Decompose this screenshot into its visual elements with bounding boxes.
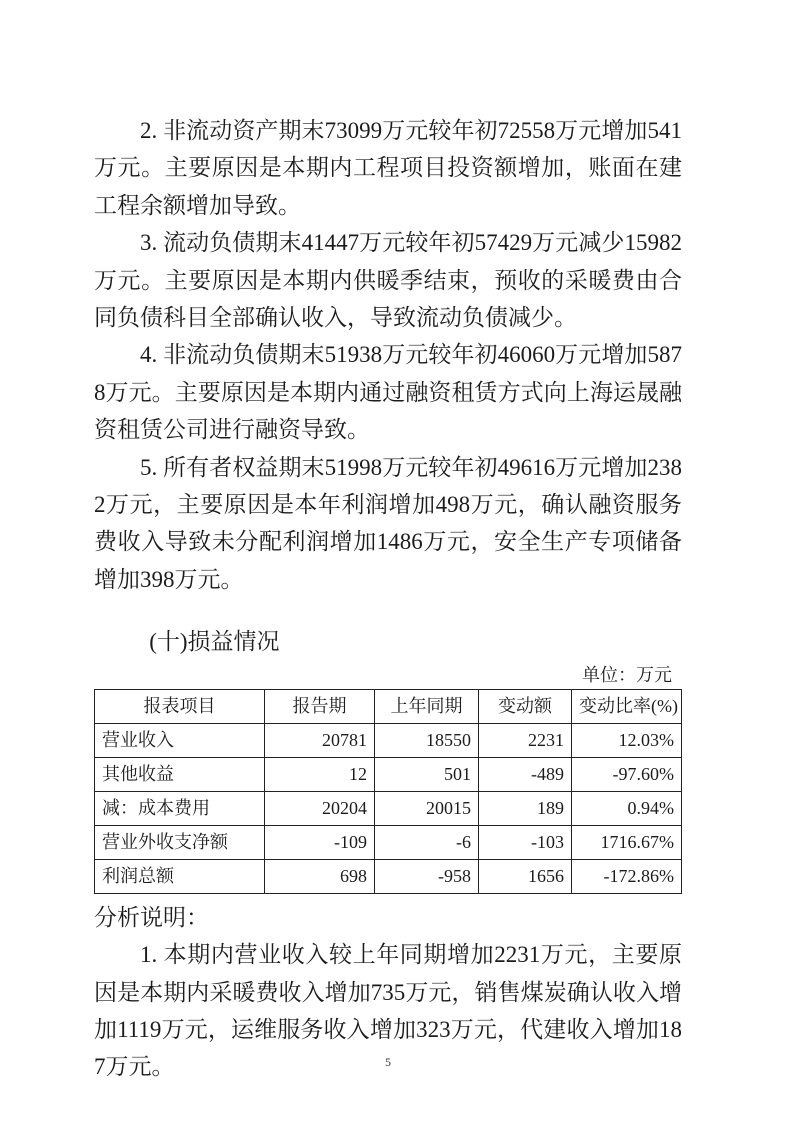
cell-change-ratio: 1716.67%	[572, 825, 682, 859]
table-row-operating-revenue	[95, 723, 682, 757]
row-label: 其他收益	[95, 757, 265, 791]
table-header-row	[95, 689, 682, 723]
cell-change-ratio: -97.60%	[572, 757, 682, 791]
row-label: 营业外收支净额	[95, 825, 265, 859]
cell-prior-year-period: 501	[375, 757, 479, 791]
header-change-ratio: 变动比率(%)	[572, 689, 682, 723]
header-reporting-period: 报告期	[265, 689, 375, 723]
analysis-paragraph-revenue: 1. 本期内营业收入较上年同期增加2231万元，主要原因是本期内采暖费收入增加735万元，销售煤炭确认收入增加1119万元，运维服务收入增加323万元，代建收入增加187万元。	[94, 942, 682, 1080]
cell-change-ratio: -172.86%	[572, 859, 682, 893]
cell-change-amount: -103	[479, 825, 572, 859]
unit-label: 单位：万元	[582, 664, 672, 685]
page-number: 5	[385, 1055, 391, 1069]
header-prior-year-period: 上年同期	[375, 689, 479, 723]
cell-change-ratio: 12.03%	[572, 723, 682, 757]
cell-prior-year-period: -958	[375, 859, 479, 893]
cell-reporting-period: 698	[265, 859, 375, 893]
cell-prior-year-period: 18550	[375, 723, 479, 757]
cell-change-amount: -489	[479, 757, 572, 791]
row-label: 营业收入	[95, 723, 265, 757]
table-row-non-operating-net	[95, 825, 682, 859]
cell-reporting-period: 20204	[265, 791, 375, 825]
table-row-cost-expenses	[95, 791, 682, 825]
row-label: 减：成本费用	[95, 791, 265, 825]
cell-reporting-period: 12	[265, 757, 375, 791]
analysis-heading: 分析说明：	[94, 904, 209, 930]
cell-reporting-period: -109	[265, 825, 375, 859]
paragraph-noncurrent-assets: 2. 非流动资产期末73099万元较年初72558万元增加541万元。主要原因是本期内工程项目投资额增加，账面在建工程余额增加导致。	[94, 118, 682, 218]
header-change-amount: 变动额	[479, 689, 572, 723]
cell-change-amount: 1656	[479, 859, 572, 893]
cell-change-ratio: 0.94%	[572, 791, 682, 825]
cell-prior-year-period: 20015	[375, 791, 479, 825]
cell-change-amount: 2231	[479, 723, 572, 757]
paragraph-noncurrent-liabilities: 4. 非流动负债期末51938万元较年初46060万元增加5878万元。主要原因是本期内通过融资租赁方式向上海运晟融资租赁公司进行融资导致。	[94, 342, 682, 443]
cell-change-amount: 189	[479, 791, 572, 825]
cell-prior-year-period: -6	[375, 825, 479, 859]
header-report-item: 报表项目	[95, 689, 265, 723]
section-heading-profit-loss: (十)损益情况	[149, 629, 280, 655]
table-row-total-profit	[95, 859, 682, 893]
cell-reporting-period: 20781	[265, 723, 375, 757]
paragraph-owners-equity: 5. 所有者权益期末51998万元较年初49616万元增加2382万元，主要原因是本年利润增加498万元，确认融资服务费收入导致未分配利润增加1486万元，安全生产专项储备增加398万元。	[94, 454, 682, 592]
table-row-other-income	[95, 757, 682, 791]
paragraph-current-liabilities: 3. 流动负债期末41447万元较年初57429万元减少15982万元。主要原因是本期内供暖季结束，预收的采暖费由合同负债科目全部确认收入，导致流动负债减少。	[94, 230, 682, 331]
row-label: 利润总额	[95, 859, 265, 893]
profit-loss-table	[94, 689, 682, 894]
page-content	[94, 0, 682, 1086]
